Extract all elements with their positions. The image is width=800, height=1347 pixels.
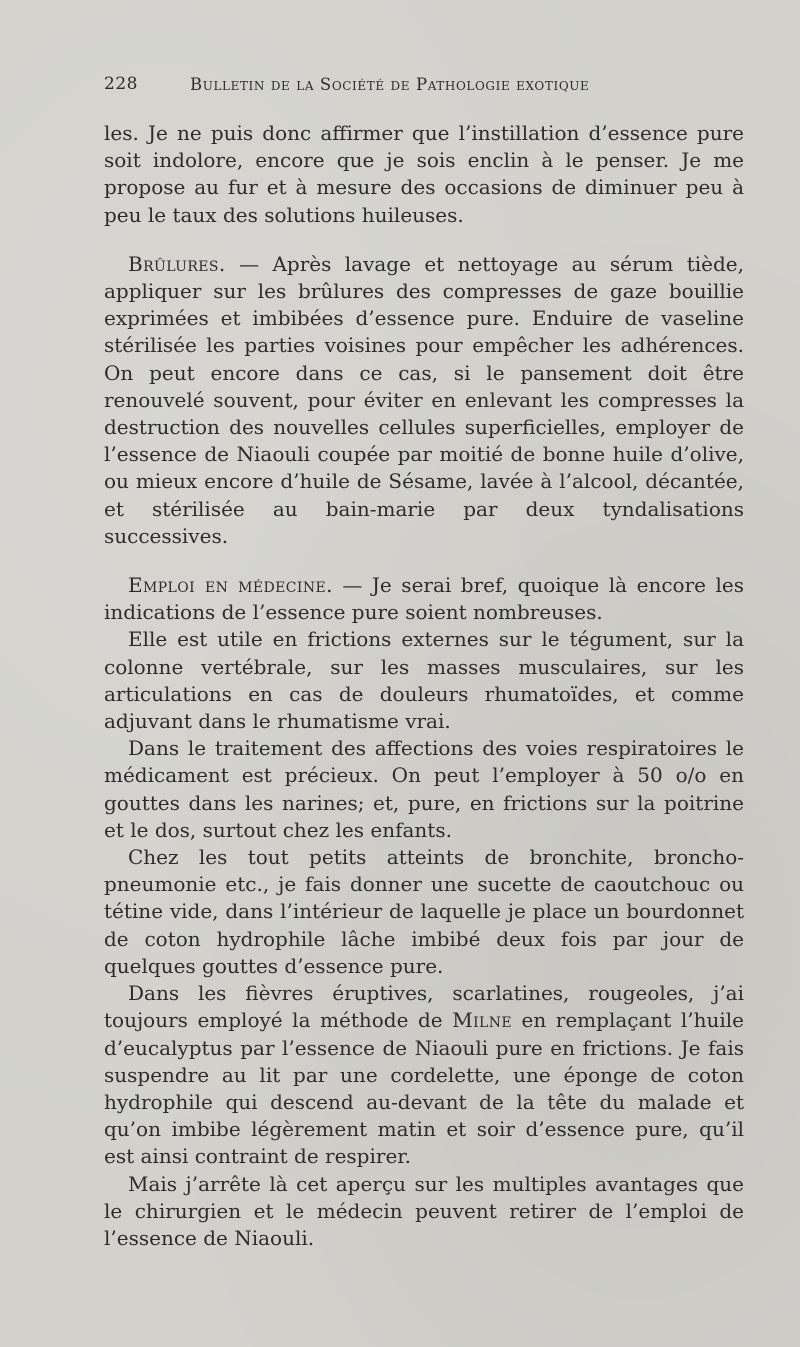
paragraph-text: les. Je ne puis donc affirmer que l’instillation d’essence pure soit indolore, encore que je sois enclin à le penser. Je me propose au fur et à mesure des occasions de diminuer peu à peu le taux des solutions huileuses. [104, 121, 744, 227]
paragraph-text: Dans les fièvres éruptives, scarlatines, rougeoles, j’ai toujours employé la méthode de [104, 981, 744, 1033]
body-text [104, 120, 744, 1252]
paragraph-brulures [104, 251, 744, 550]
section-heading-emploi-medecine: Emploi en médecine. [128, 573, 333, 598]
page-header [104, 74, 704, 104]
paragraph-frictions [104, 626, 744, 735]
paragraph-conclusion [104, 1171, 744, 1253]
paragraph-voies-respiratoires [104, 735, 744, 844]
paragraph-text: Chez les tout petits atteints de bronchite, broncho-pneumonie etc., je fais donner une sucette de caoutchouc ou tétine vide, dans l’intérieur de laquelle je place un bourdonnet de coton hydrophile lâche imbibé deux fois par jour de quelques gouttes d’essence pure. [104, 845, 744, 978]
section-gap [104, 229, 744, 251]
author-name-milne: Milne [452, 1008, 512, 1033]
running-title: Bulletin de la Société de Pathologie exotique [190, 75, 590, 94]
paragraph-instillation [104, 120, 744, 229]
paragraph-emploi-medecine [104, 572, 744, 626]
paragraph-text: Elle est utile en frictions externes sur le tégument, sur la colonne vertébrale, sur les masses musculaires, sur les articulations en cas de douleurs rhumatoïdes, et comme adjuvant dans le rhumatisme vrai. [104, 627, 744, 734]
paragraph-text: Dans le traitement des affections des voies respiratoires le médicament est précieux. On peut l’employer à 50 o/o en gouttes dans les narines; et, pure, en frictions sur la poitrine et le dos, surtout chez les enfants. [104, 736, 744, 842]
paragraph-text: — Après lavage et nettoyage au sérum tiède, appliquer sur les brûlures des compresses de gaze bouillie exprimées et imbibées d’essence pure. Enduire de vaseline stérilisée les parties voisines pour empêcher les adhérences. On peut encore dans ce cas, si le pansement doit être renouvelé souvent, pour éviter en enlevant les compresses la destruction des nouvelles cellules superficielles, employer de l’essence de Niaouli coupée par moitié de bonne huile d’olive, ou mieux encore d’huile de Sésame, lavée à l’alcool, décantée, et stérilisée au bain-marie par deux tyndalisations successives. [104, 251, 744, 548]
paragraph-text: — Je serai bref, quoique là encore les indications de l’essence pure soient nombreuses. [104, 573, 744, 625]
paragraph-tout-petits [104, 844, 744, 980]
section-gap [104, 550, 744, 572]
paragraph-fievres-eruptives [104, 980, 744, 1170]
paragraph-text: Mais j’arrête là cet aperçu sur les multiples avantages que le chirurgien et le médecin peuvent retirer de l’emploi de l’essence de Niaouli. [104, 1171, 744, 1250]
paragraph-text: en remplaçant l’huile d’eucalyptus par l’essence de Niaouli pure en frictions. Je fais suspendre au lit par une cordelette, une éponge de coton hydrophile qui descend au-devant de la tête du malade et qu’on imbibe légèrement matin et soir d’essence pure, qu’il est ainsi contraint de respirer. [104, 1008, 744, 1169]
section-heading-brulures: Brûlures. [128, 251, 226, 276]
page-number: 228 [104, 74, 138, 94]
